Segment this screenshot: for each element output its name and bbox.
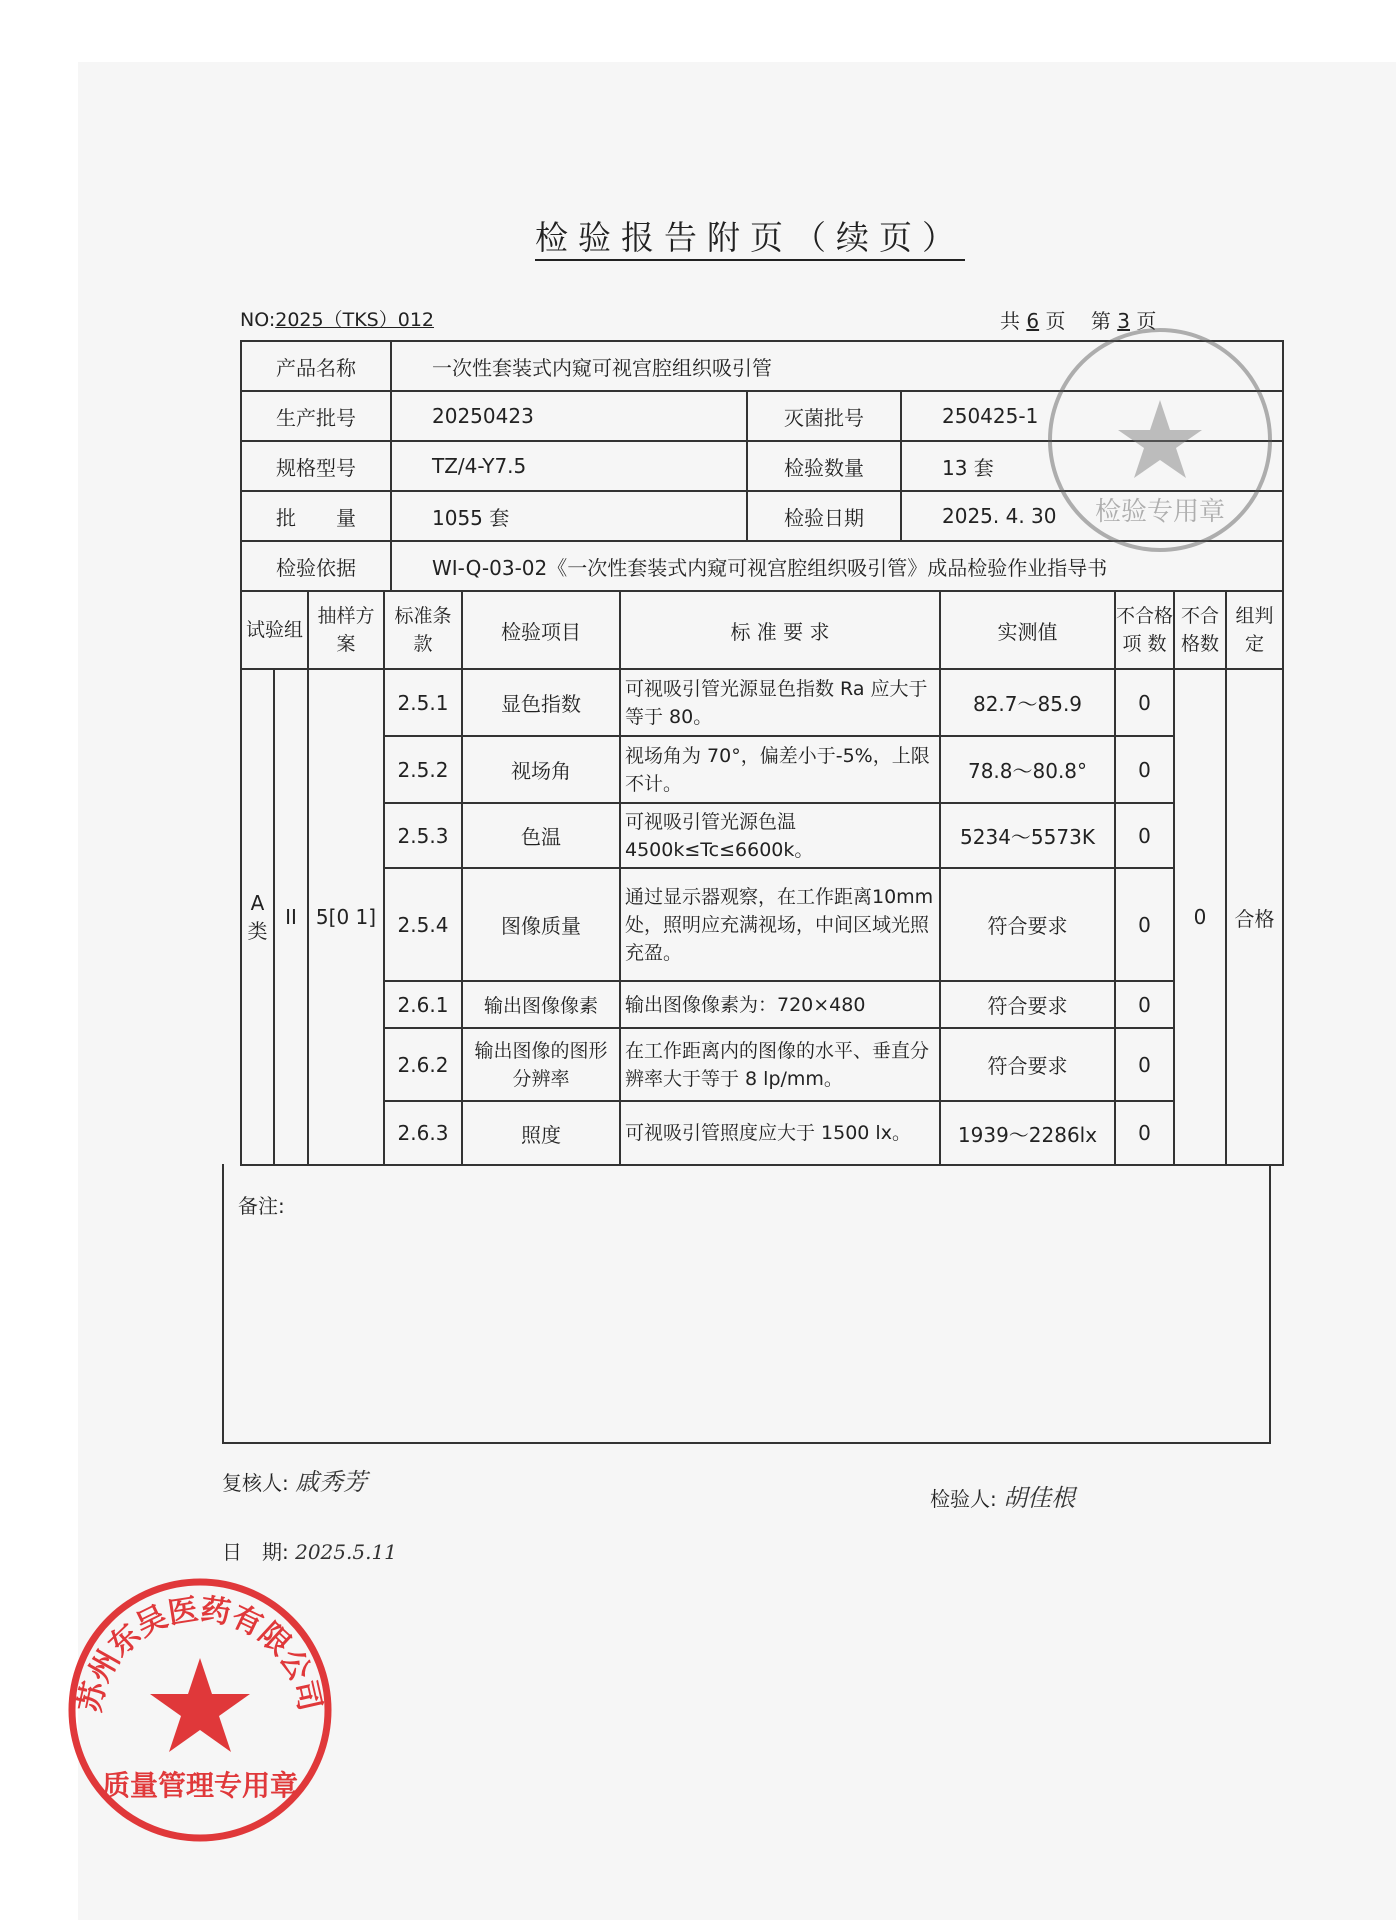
item: 图像质量 xyxy=(462,868,620,981)
remarks-label: 备注: xyxy=(238,1194,285,1218)
table-row xyxy=(241,669,1283,736)
report-number: NO:2025（TKS）012 xyxy=(240,309,434,331)
inspection-date: 2025. 4. 30 xyxy=(901,491,1283,541)
table-row xyxy=(241,803,1283,868)
clause: 2.6.1 xyxy=(384,981,462,1028)
label: 生产批号 xyxy=(241,391,391,441)
inspector: 检验人: 胡佳根 xyxy=(930,1484,1076,1512)
nonconforming-count: 0 xyxy=(1174,669,1226,1165)
group-verdict: 合格 xyxy=(1226,669,1283,1165)
label: 规格型号 xyxy=(241,441,391,491)
company-seal-icon xyxy=(60,1570,340,1850)
reviewer-signature: 戚秀芳 xyxy=(295,1468,368,1496)
lot-size: 1055 套 xyxy=(391,491,747,541)
label: 批 量 xyxy=(241,491,391,541)
product-name: 一次性套装式内窥可视宫腔组织吸引管 xyxy=(391,341,1283,391)
header: 抽样方案 xyxy=(308,591,384,669)
fail-items: 0 xyxy=(1115,803,1174,868)
header: 试验组 xyxy=(241,591,308,669)
measured-value: 78.8～80.8° xyxy=(940,736,1115,803)
inspection-quantity: 13 套 xyxy=(901,441,1283,491)
table-row xyxy=(241,981,1283,1028)
svg-text:检验专用章: 检验专用章 xyxy=(1094,497,1226,527)
header: 标准条款 xyxy=(384,591,462,669)
fail-items: 0 xyxy=(1115,1028,1174,1101)
header: 检验项目 xyxy=(462,591,620,669)
header: 不合格项 数 xyxy=(1115,591,1174,669)
clause: 2.6.2 xyxy=(384,1028,462,1101)
fail-items: 0 xyxy=(1115,1101,1174,1165)
batch-number: 20250423 xyxy=(391,391,747,441)
measured-value: 符合要求 xyxy=(940,868,1115,981)
inspection-basis: WI-Q-03-02《一次性套装式内窥可视宫腔组织吸引管》成品检验作业指导书 xyxy=(391,541,1283,591)
item: 色温 xyxy=(462,803,620,868)
requirement: 可视吸引管光源显色指数 Ra 应大于等于 80。 xyxy=(620,669,940,736)
label: 检验数量 xyxy=(747,441,901,491)
requirement: 在工作距离内的图像的水平、垂直分辨率大于等于 8 lp/mm。 xyxy=(620,1028,940,1101)
inspection-results-table xyxy=(240,590,1284,1166)
sterilization-batch: 250425-1 xyxy=(901,391,1283,441)
fail-items: 0 xyxy=(1115,868,1174,981)
measured-value: 1939～2286lx xyxy=(940,1101,1115,1165)
item: 输出图像的图形分辨率 xyxy=(462,1028,620,1101)
clause: 2.6.3 xyxy=(384,1101,462,1165)
page-title: 检验报告附页（续页） xyxy=(0,212,1396,259)
measured-value: 符合要求 xyxy=(940,1028,1115,1101)
remarks-box xyxy=(222,1164,1271,1444)
measured-value: 82.7～85.9 xyxy=(940,669,1115,736)
table-row xyxy=(241,1028,1283,1101)
header: 实测值 xyxy=(940,591,1115,669)
requirement: 可视吸引管光源色温 4500k≤Tc≤6600k。 xyxy=(620,803,940,868)
measured-value: 符合要求 xyxy=(940,981,1115,1028)
item: 显色指数 xyxy=(462,669,620,736)
clause: 2.5.2 xyxy=(384,736,462,803)
requirement: 通过显示器观察，在工作距离10mm 处，照明应充满视场，中间区域光照充盈。 xyxy=(620,868,940,981)
table-row xyxy=(241,1101,1283,1165)
clause: 2.5.4 xyxy=(384,868,462,981)
fail-items: 0 xyxy=(1115,669,1174,736)
sign-date: 日 期: 2025.5.11 xyxy=(222,1540,397,1564)
clause: 2.5.1 xyxy=(384,669,462,736)
svg-text:苏州东吴医药有限公司: 苏州东吴医药有限公司 xyxy=(72,1592,328,1716)
sampling-plan: 5[0 1] xyxy=(308,669,384,1165)
header: 标 准 要 求 xyxy=(620,591,940,669)
table-row xyxy=(241,868,1283,981)
sign-date-value: 2025.5.11 xyxy=(295,1540,397,1564)
inspection-level: II xyxy=(274,669,308,1165)
inspection-seal-icon xyxy=(1040,320,1280,560)
label: 检验日期 xyxy=(747,491,901,541)
item: 照度 xyxy=(462,1101,620,1165)
requirement: 可视吸引管照度应大于 1500 lx。 xyxy=(620,1101,940,1165)
svg-text:质量管理专用章: 质量管理专用章 xyxy=(101,1769,299,1802)
label: 检验依据 xyxy=(241,541,391,591)
fail-items: 0 xyxy=(1115,736,1174,803)
reviewer: 复核人: 戚秀芳 xyxy=(222,1468,368,1496)
fail-items: 0 xyxy=(1115,981,1174,1028)
requirement: 视场角为 70°，偏差小于-5%，上限不计。 xyxy=(620,736,940,803)
label: 灭菌批号 xyxy=(747,391,901,441)
model: TZ/4-Y7.5 xyxy=(391,441,747,491)
requirement: 输出图像像素为：720×480 xyxy=(620,981,940,1028)
item: 输出图像像素 xyxy=(462,981,620,1028)
header: 不合格数 xyxy=(1174,591,1226,669)
table-row xyxy=(241,736,1283,803)
page-indicator: 共 6 页 第 3 页 xyxy=(1000,309,1157,333)
header: 组判定 xyxy=(1226,591,1283,669)
label: 产品名称 xyxy=(241,341,391,391)
measured-value: 5234～5573K xyxy=(940,803,1115,868)
item: 视场角 xyxy=(462,736,620,803)
test-group: A类 xyxy=(241,669,274,1165)
inspector-signature: 胡佳根 xyxy=(1003,1484,1076,1512)
clause: 2.5.3 xyxy=(384,803,462,868)
